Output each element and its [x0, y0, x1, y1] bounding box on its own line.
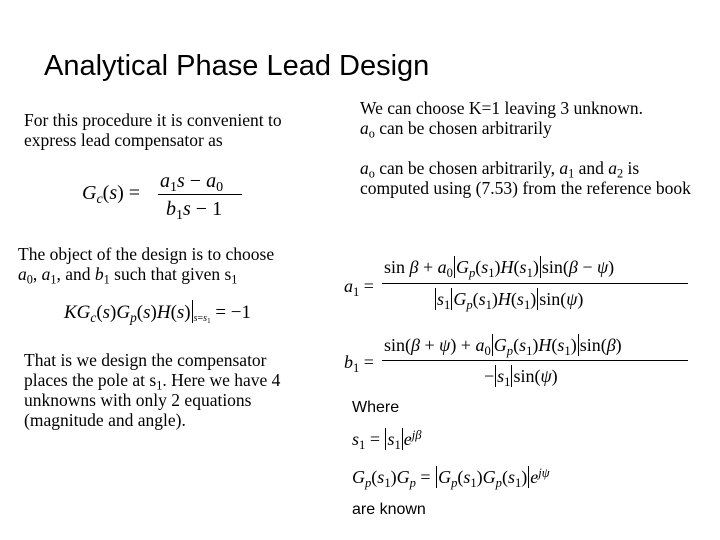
compute-text: $a_o$ can be chosen arbitrarily, $a_1$ and $a_2$ is computed using (7.53) from the reference book: [360, 158, 691, 198]
intro-text: For this procedure it is convenient to express lead compensator as: [24, 110, 282, 150]
choose-k-text: We can choose K=1 leaving 3 unknown. $a_o$ can be chosen arbitrarily: [360, 98, 644, 141]
s1-definition: $s_1 = s_1$ $e^{j\beta}$: [352, 427, 422, 452]
object-text: The object of the design is to choose $a_0$, $a_1$, and $b_1$ such that given $s_1$: [18, 244, 275, 287]
where-label: Where: [352, 399, 400, 416]
page-title: Analytical Phase Lead Design: [44, 50, 430, 82]
design-text: That is we design the compensator places the pole at $s_1$. Here we have 4 unknowns with only 2 equations (magnitude and angle).: [24, 350, 281, 430]
gp-definition: $G_p(s_1)G_p = G_p(s_1)G_p(s_1)$ $e^{j\psi}$: [352, 465, 550, 490]
characteristic-equation: $KG_c(s)G_p(s)H(s) _{s=s_1} = -1$: [64, 300, 251, 324]
are-known-label: are known: [352, 501, 426, 518]
